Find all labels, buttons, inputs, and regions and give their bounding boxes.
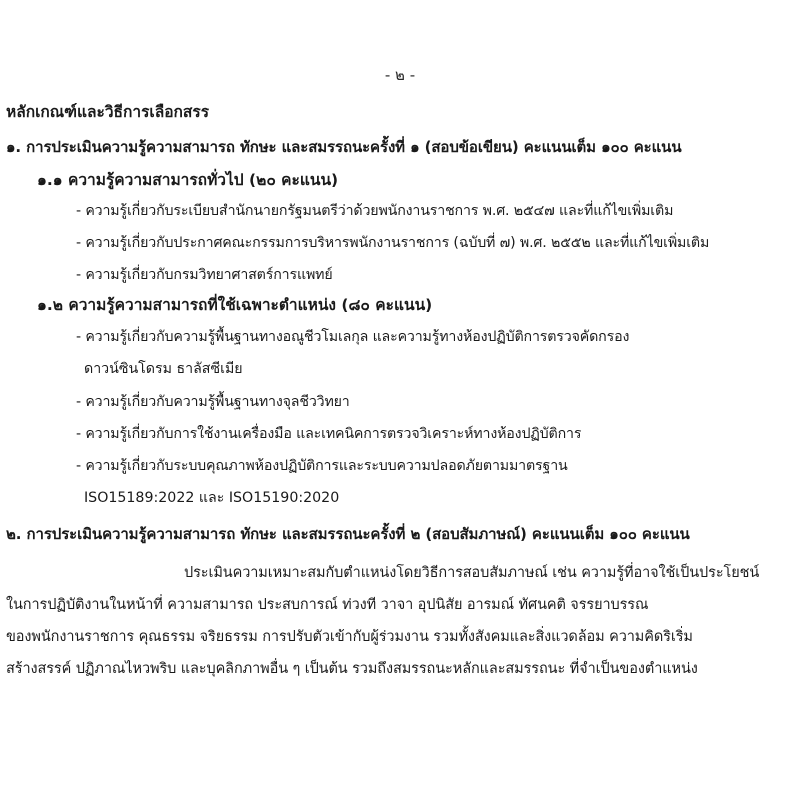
section-2-title: ๒. การประเมินความรู้ความสามารถ ทักษะ และสมรรถนะครั้งที่ ๒ (สอบสัมภาษณ์) คะแนนเต็ม ๑๐๐ คะแนน bbox=[6, 525, 690, 543]
list-item: - ความรู้เกี่ยวกับความรู้พื้นฐานทางอณูชีวโมเลกุล และความรู้ทางห้องปฏิบัติการตรวจคัดกรอง bbox=[76, 329, 630, 345]
list-item: - ความรู้เกี่ยวกับประกาศคณะกรรมการบริหารพนักงานราชการ (ฉบับที่ ๗) พ.ศ. ๒๕๕๒ และที่แก้ไขเพิ่มเติม bbox=[76, 235, 710, 251]
paragraph-line: สร้างสรรค์ ปฏิภาณไหวพริบ และบุคลิกภาพอื่น ๆ เป็นต้น รวมถึงสมรรถนะหลักและสมรรถนะ ที่จำเป็นของตำแหน่ง bbox=[6, 661, 698, 677]
list-item-continuation: ดาวน์ซินโดรม ธาลัสซีเมีย bbox=[84, 361, 243, 377]
list-item: - ความรู้เกี่ยวกับการใช้งานเครื่องมือ และเทคนิคการตรวจวิเคราะห์ทางห้องปฏิบัติการ bbox=[76, 426, 582, 442]
document-heading: หลักเกณฑ์และวิธีการเลือกสรร bbox=[6, 103, 210, 121]
paragraph-line: ประเมินความเหมาะสมกับตำแหน่งโดยวิธีการสอบสัมภาษณ์ เช่น ความรู้ที่อาจใช้เป็นประโยชน์ bbox=[184, 565, 760, 581]
list-item: - ความรู้เกี่ยวกับระเบียบสำนักนายกรัฐมนตรีว่าด้วยพนักงานราชการ พ.ศ. ๒๕๔๗ และที่แก้ไขเพิ่มเติม bbox=[76, 203, 674, 219]
subsection-1-1-title: ๑.๑ ความรู้ความสามารถทั่วไป (๒๐ คะแนน) bbox=[37, 171, 339, 189]
list-item-continuation: ISO15189:2022 และ ISO15190:2020 bbox=[84, 490, 340, 506]
list-item: - ความรู้เกี่ยวกับกรมวิทยาศาสตร์การแพทย์ bbox=[76, 267, 333, 283]
page-number: - ๒ - bbox=[384, 66, 416, 84]
paragraph-line: ของพนักงานราชการ คุณธรรม จริยธรรม การปรับตัวเข้ากับผู้ร่วมงาน รวมทั้งสังคมและสิ่งแวดล้อม ความคิดริเริ่ม bbox=[6, 629, 693, 645]
subsection-1-2-title: ๑.๒ ความรู้ความสามารถที่ใช้เฉพาะตำแหน่ง (๘๐ คะแนน) bbox=[37, 296, 433, 314]
list-item: - ความรู้เกี่ยวกับความรู้พื้นฐานทางจุลชีววิทยา bbox=[76, 394, 350, 410]
section-1-title: ๑. การประเมินความรู้ความสามารถ ทักษะ และสมรรถนะครั้งที่ ๑ (สอบข้อเขียน) คะแนนเต็ม ๑๐๐ คะแนน bbox=[6, 138, 682, 156]
paragraph-line: ในการปฏิบัติงานในหน้าที่ ความสามารถ ประสบการณ์ ท่วงที วาจา อุปนิสัย อารมณ์ ทัศนคติ จรรยาบรรณ bbox=[6, 597, 649, 613]
list-item: - ความรู้เกี่ยวกับระบบคุณภาพห้องปฏิบัติการและระบบความปลอดภัยตามมาตรฐาน bbox=[76, 458, 568, 474]
